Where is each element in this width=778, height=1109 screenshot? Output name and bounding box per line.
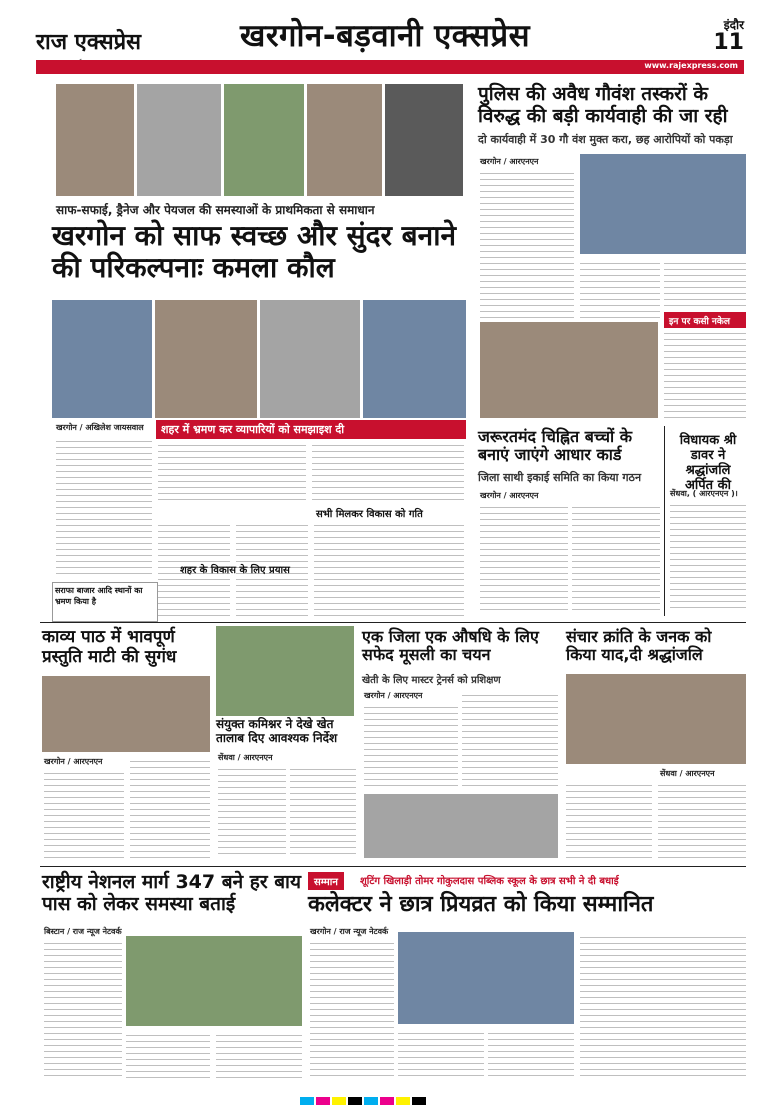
swatch-black-2 [412, 1097, 426, 1105]
tribute-text [670, 500, 746, 612]
poetry-photo [42, 676, 210, 752]
lead-photo-meeting-4 [363, 300, 466, 418]
swatch-cyan [300, 1097, 314, 1105]
police-sub: दो कार्यवाही में 30 गौ वंश मुक्त करा, छह आरोपियों को पकड़ा [478, 133, 733, 146]
honour-photo [398, 932, 574, 1024]
commissioner-text-col-1 [218, 764, 286, 858]
lead-photo-meeting-1 [52, 300, 152, 418]
aadhaar-text-col-1 [480, 502, 568, 612]
lead-text-col-2 [158, 440, 306, 504]
police-byline: खरगोन / आरएनएन [480, 157, 539, 166]
honour-text-col-4 [580, 932, 746, 1078]
musli-headline: एक जिला एक औषधि के लिए सफेद मूसली का चयन [362, 627, 539, 665]
tribute-headline: विधायक श्री डावर ने श्रद्धांजलि अर्पित की [679, 433, 737, 493]
lead-headline: खरगोन को साफ स्वच्छ और सुंदर बनाने की परिकल्पनाः कमला कौल [52, 219, 456, 285]
lead-text-col-3 [312, 440, 464, 504]
aadhaar-byline: खरगोन / आरएनएन [480, 491, 539, 500]
print-registration-strip [300, 1090, 428, 1098]
tribute-divider [664, 426, 665, 616]
highway-photo [126, 936, 302, 1026]
edition-title: खरगोन-बड़वानी एक्सप्रेस [240, 18, 531, 54]
tribute-byline: सेंधवा, ( आरएनएन )। [670, 489, 738, 498]
lead-text-col-1 [56, 436, 152, 576]
commissioner-photo [216, 626, 354, 716]
honour-text-col-1 [310, 938, 394, 1078]
poetry-headline: काव्य पाठ में भावपूर्ण प्रस्तुति माटी की सुगंध [42, 627, 177, 667]
aadhaar-headline: जरूरतमंद चिह्नित बच्चों के बनाएं जाएंगे आधार कार्ड [478, 427, 633, 465]
lead-photo-meeting-2 [155, 300, 257, 418]
swatch-black [348, 1097, 362, 1105]
musli-text-col-2 [462, 690, 558, 790]
highway-text-col-2 [126, 1030, 210, 1078]
musli-sub: खेती के लिए मास्टर ट्रेनर्स को प्रशिक्षण [362, 675, 501, 686]
musli-text-col-1 [364, 702, 458, 790]
lead-section-1: सभी मिलकर विकास को गति [316, 509, 423, 520]
swatch-magenta-2 [380, 1097, 394, 1105]
police-text-col-2 [580, 258, 660, 318]
sanchar-byline: सेंधवा / आरएनएन [660, 769, 715, 778]
lead-byline: खरगोन / अखिलेश जायसवाल [56, 423, 144, 432]
police-box-text [664, 328, 746, 418]
commissioner-text-col-2 [290, 764, 356, 858]
commissioner-headline: संयुक्त कमिश्नर ने देखे खेत तालाब दिए आवश्यक निर्देश [216, 717, 338, 745]
sanchar-text-col-1 [566, 780, 652, 858]
lead-photo-1 [56, 84, 134, 196]
honour-ribbon: सम्मान [308, 872, 344, 890]
section-divider-2 [40, 866, 746, 867]
poetry-text-col-2 [130, 756, 210, 858]
edition-city: इंदौर [723, 18, 744, 32]
lead-photo-2 [137, 84, 221, 196]
lead-box-head: शहर में भ्रमण कर व्यापारियों को समझाइश दी [156, 420, 466, 439]
poetry-byline: खरगोन / आरएनएन [44, 757, 103, 766]
aadhaar-sub: जिला साथी इकाई समिति का किया गठन [478, 471, 642, 484]
highway-headline: राष्ट्रीय नेशनल मार्ग 347 बने हर बाय पास को लेकर समस्या बताई [42, 871, 301, 915]
commissioner-byline: सेंधवा / आरएनएन [218, 753, 273, 762]
aadhaar-text-col-2 [572, 502, 660, 612]
honour-byline: खरगोन / राज न्यूज नेटवर्क [310, 927, 389, 936]
lead-side-box [52, 582, 158, 622]
brand-name: राज एक्सप्रेस [36, 29, 141, 55]
lead-section-3: सराफा बाजार आदि स्थानों का भ्रमण किया है [55, 586, 143, 606]
highway-byline: बिस्टान / राज न्यूज नेटवर्क [44, 927, 122, 936]
lead-photo-3 [224, 84, 304, 196]
website-link[interactable]: www.rajexpress.com [644, 61, 738, 70]
masthead-red-bar [36, 60, 744, 74]
honour-headline: कलेक्टर ने छात्र प्रियव्रत को किया सम्मानित [308, 892, 654, 917]
police-box-head: इन पर कसी नकेल [664, 312, 746, 329]
swatch-yellow [332, 1097, 346, 1105]
sanchar-headline: संचार क्रांति के जनक को किया याद,दी श्रद्धांजलि [566, 627, 712, 665]
swatch-magenta [316, 1097, 330, 1105]
police-photo-1 [580, 154, 746, 254]
honour-text-col-2 [398, 1028, 484, 1078]
highway-text-col-1 [44, 938, 122, 1078]
lead-kicker: साफ-सफाई, ड्रैनेज और पेयजल की समस्याओं के प्राथमिकता से समाधान [56, 203, 375, 217]
honour-text-col-3 [488, 1028, 574, 1078]
sanchar-photo [566, 674, 746, 764]
poetry-text-col-1 [44, 768, 124, 858]
honour-kicker: शूटिंग खिलाड़ी तोमर गोकुलदास पब्लिक स्कूल के छात्र सभी ने दी बधाई [360, 876, 619, 887]
swatch-yellow-2 [396, 1097, 410, 1105]
police-text-col-3 [664, 258, 746, 308]
sanchar-text-col-2 [658, 780, 746, 858]
swatch-cyan-2 [364, 1097, 378, 1105]
lead-photo-5 [385, 84, 463, 196]
lead-section-2: शहर के विकास के लिए प्रयास [180, 565, 290, 576]
highway-text-col-3 [216, 1030, 302, 1078]
police-photo-2 [480, 322, 658, 418]
section-divider-1 [40, 622, 746, 623]
lead-text-col-6 [314, 520, 464, 616]
musli-photo [364, 794, 558, 858]
lead-photo-4 [307, 84, 382, 196]
page-number: 11 [713, 30, 744, 55]
police-headline: पुलिस की अवैध गौवंश तस्करों के विरुद्ध की बड़ी कार्यवाही की जा रही [478, 83, 728, 127]
lead-photo-meeting-3 [260, 300, 360, 418]
police-text-col-1 [480, 168, 574, 348]
musli-byline: खरगोन / आरएनएन [364, 691, 423, 700]
